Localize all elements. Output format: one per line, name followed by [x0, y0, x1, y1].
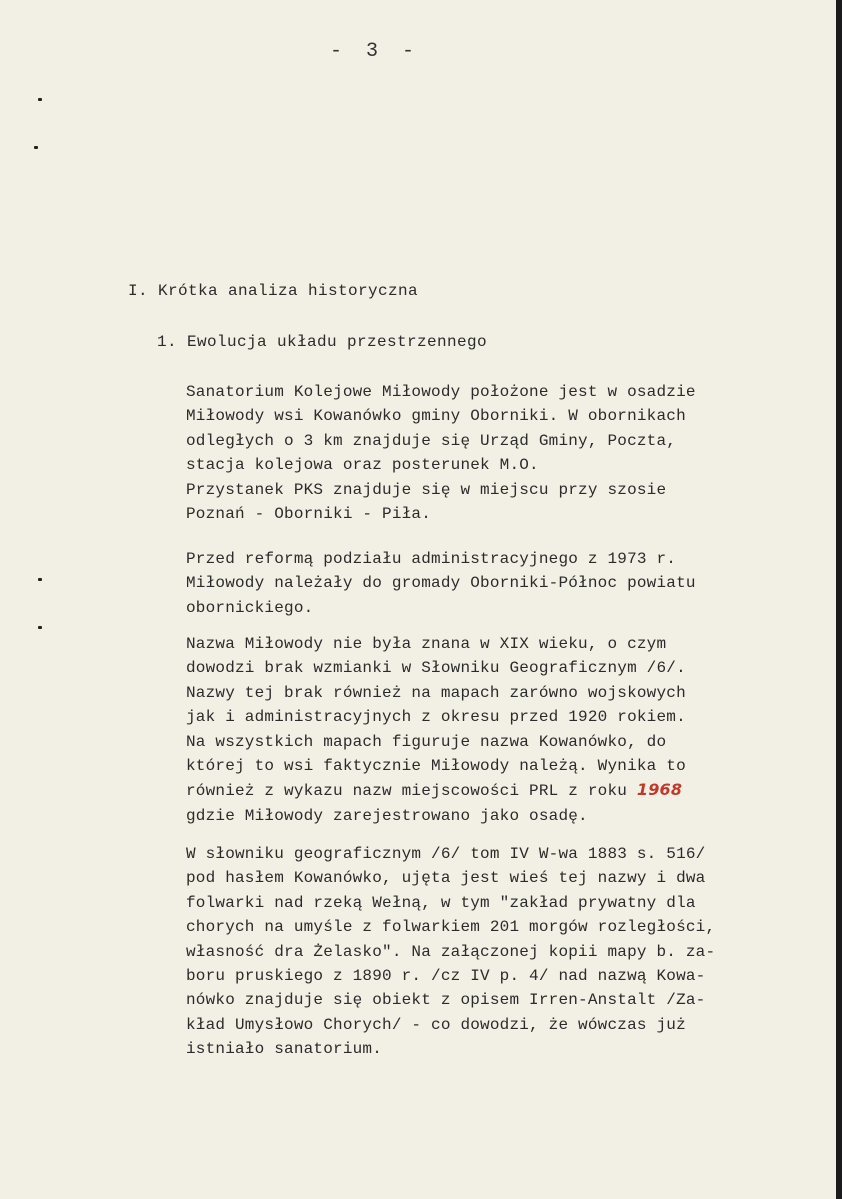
- text-line: pod hasłem Kowanówko, ujęta jest wieś tej nazwy i dwa: [186, 869, 706, 888]
- text-line: dowodzi brak wzmianki w Słowniku Geograficznym /6/.: [186, 659, 686, 678]
- paragraph-name-history: [186, 632, 756, 828]
- margin-mark: [38, 98, 42, 101]
- paragraph-location: [186, 380, 756, 526]
- margin-mark: [34, 146, 38, 149]
- text-line: Przystanek PKS znajduje się w miejscu przy szosie: [186, 480, 667, 499]
- paragraph-dictionary: [186, 842, 756, 1062]
- text-line: kład Umysłowo Chorych/ - co dowodzi, że wówczas już: [186, 1015, 686, 1034]
- subsection-heading: 1. Ewolucja układu przestrzennego: [157, 333, 488, 351]
- paragraph-administration: [186, 547, 756, 620]
- text-line: również z wykazu nazw miejscowości PRL z roku: [186, 782, 628, 801]
- margin-mark: [38, 578, 42, 581]
- text-line: Na wszystkich mapach figuruje nazwa Kowanówko, do: [186, 732, 667, 751]
- text-line: W słowniku geograficznym /6/ tom IV W-wa 1883 s. 516/: [186, 845, 706, 863]
- text-line: folwarki nad rzeką Wełną, w tym "zakład prywatny dla: [186, 893, 696, 912]
- text-line: własność dra Żelasko". Na załączonej kopii mapy b. za-: [186, 942, 716, 961]
- text-line: stacja kolejowa oraz posterunek M.O.: [186, 456, 539, 475]
- text-line: jak i administracyjnych z okresu przed 1920 rokiem.: [186, 708, 686, 727]
- page-number: - 3 -: [330, 40, 421, 63]
- text-line: odległych o 3 km znajduje się Urząd Gminy, Poczta,: [186, 431, 677, 450]
- text-line: Poznań - Oborniki - Piła.: [186, 505, 432, 524]
- text-line: obornickiego.: [186, 598, 314, 617]
- section-heading: I. Krótka analiza historyczna: [128, 282, 419, 300]
- text-line: Miłowody wsi Kowanówko gminy Oborniki. W obornikach: [186, 407, 686, 426]
- text-line: której to wsi faktycznie Miłowody należą. Wynika to: [186, 757, 686, 776]
- text-line: chorych na umyśle z folwarkiem 201 morgów rozległości,: [186, 918, 716, 937]
- text-line: Sanatorium Kolejowe Miłowody położone jest w osadzie: [186, 383, 696, 401]
- text-line: boru pruskiego z 1890 r. /cz IV p. 4/ nad nazwą Kowa-: [186, 967, 706, 986]
- text-line: nówko znajduje się obiekt z opisem Irren-Anstalt /Za-: [186, 991, 706, 1010]
- text-line: Nazwy tej brak również na mapach zarówno wojskowych: [186, 683, 686, 702]
- handwritten-year: 1968: [636, 780, 683, 800]
- text-line: Przed reformą podziału administracyjnego z 1973 r.: [186, 550, 677, 568]
- text-line: Nazwa Miłowody nie była znana w XIX wieku, o czym: [186, 635, 667, 653]
- margin-mark: [38, 626, 42, 629]
- text-line: Miłowody należały do gromady Oborniki-Północ powiatu: [186, 574, 696, 593]
- text-line-with-year: [186, 778, 756, 803]
- text-line: istniało sanatorium.: [186, 1040, 383, 1059]
- text-line: gdzie Miłowody zarejestrowano jako osadę.: [186, 806, 588, 825]
